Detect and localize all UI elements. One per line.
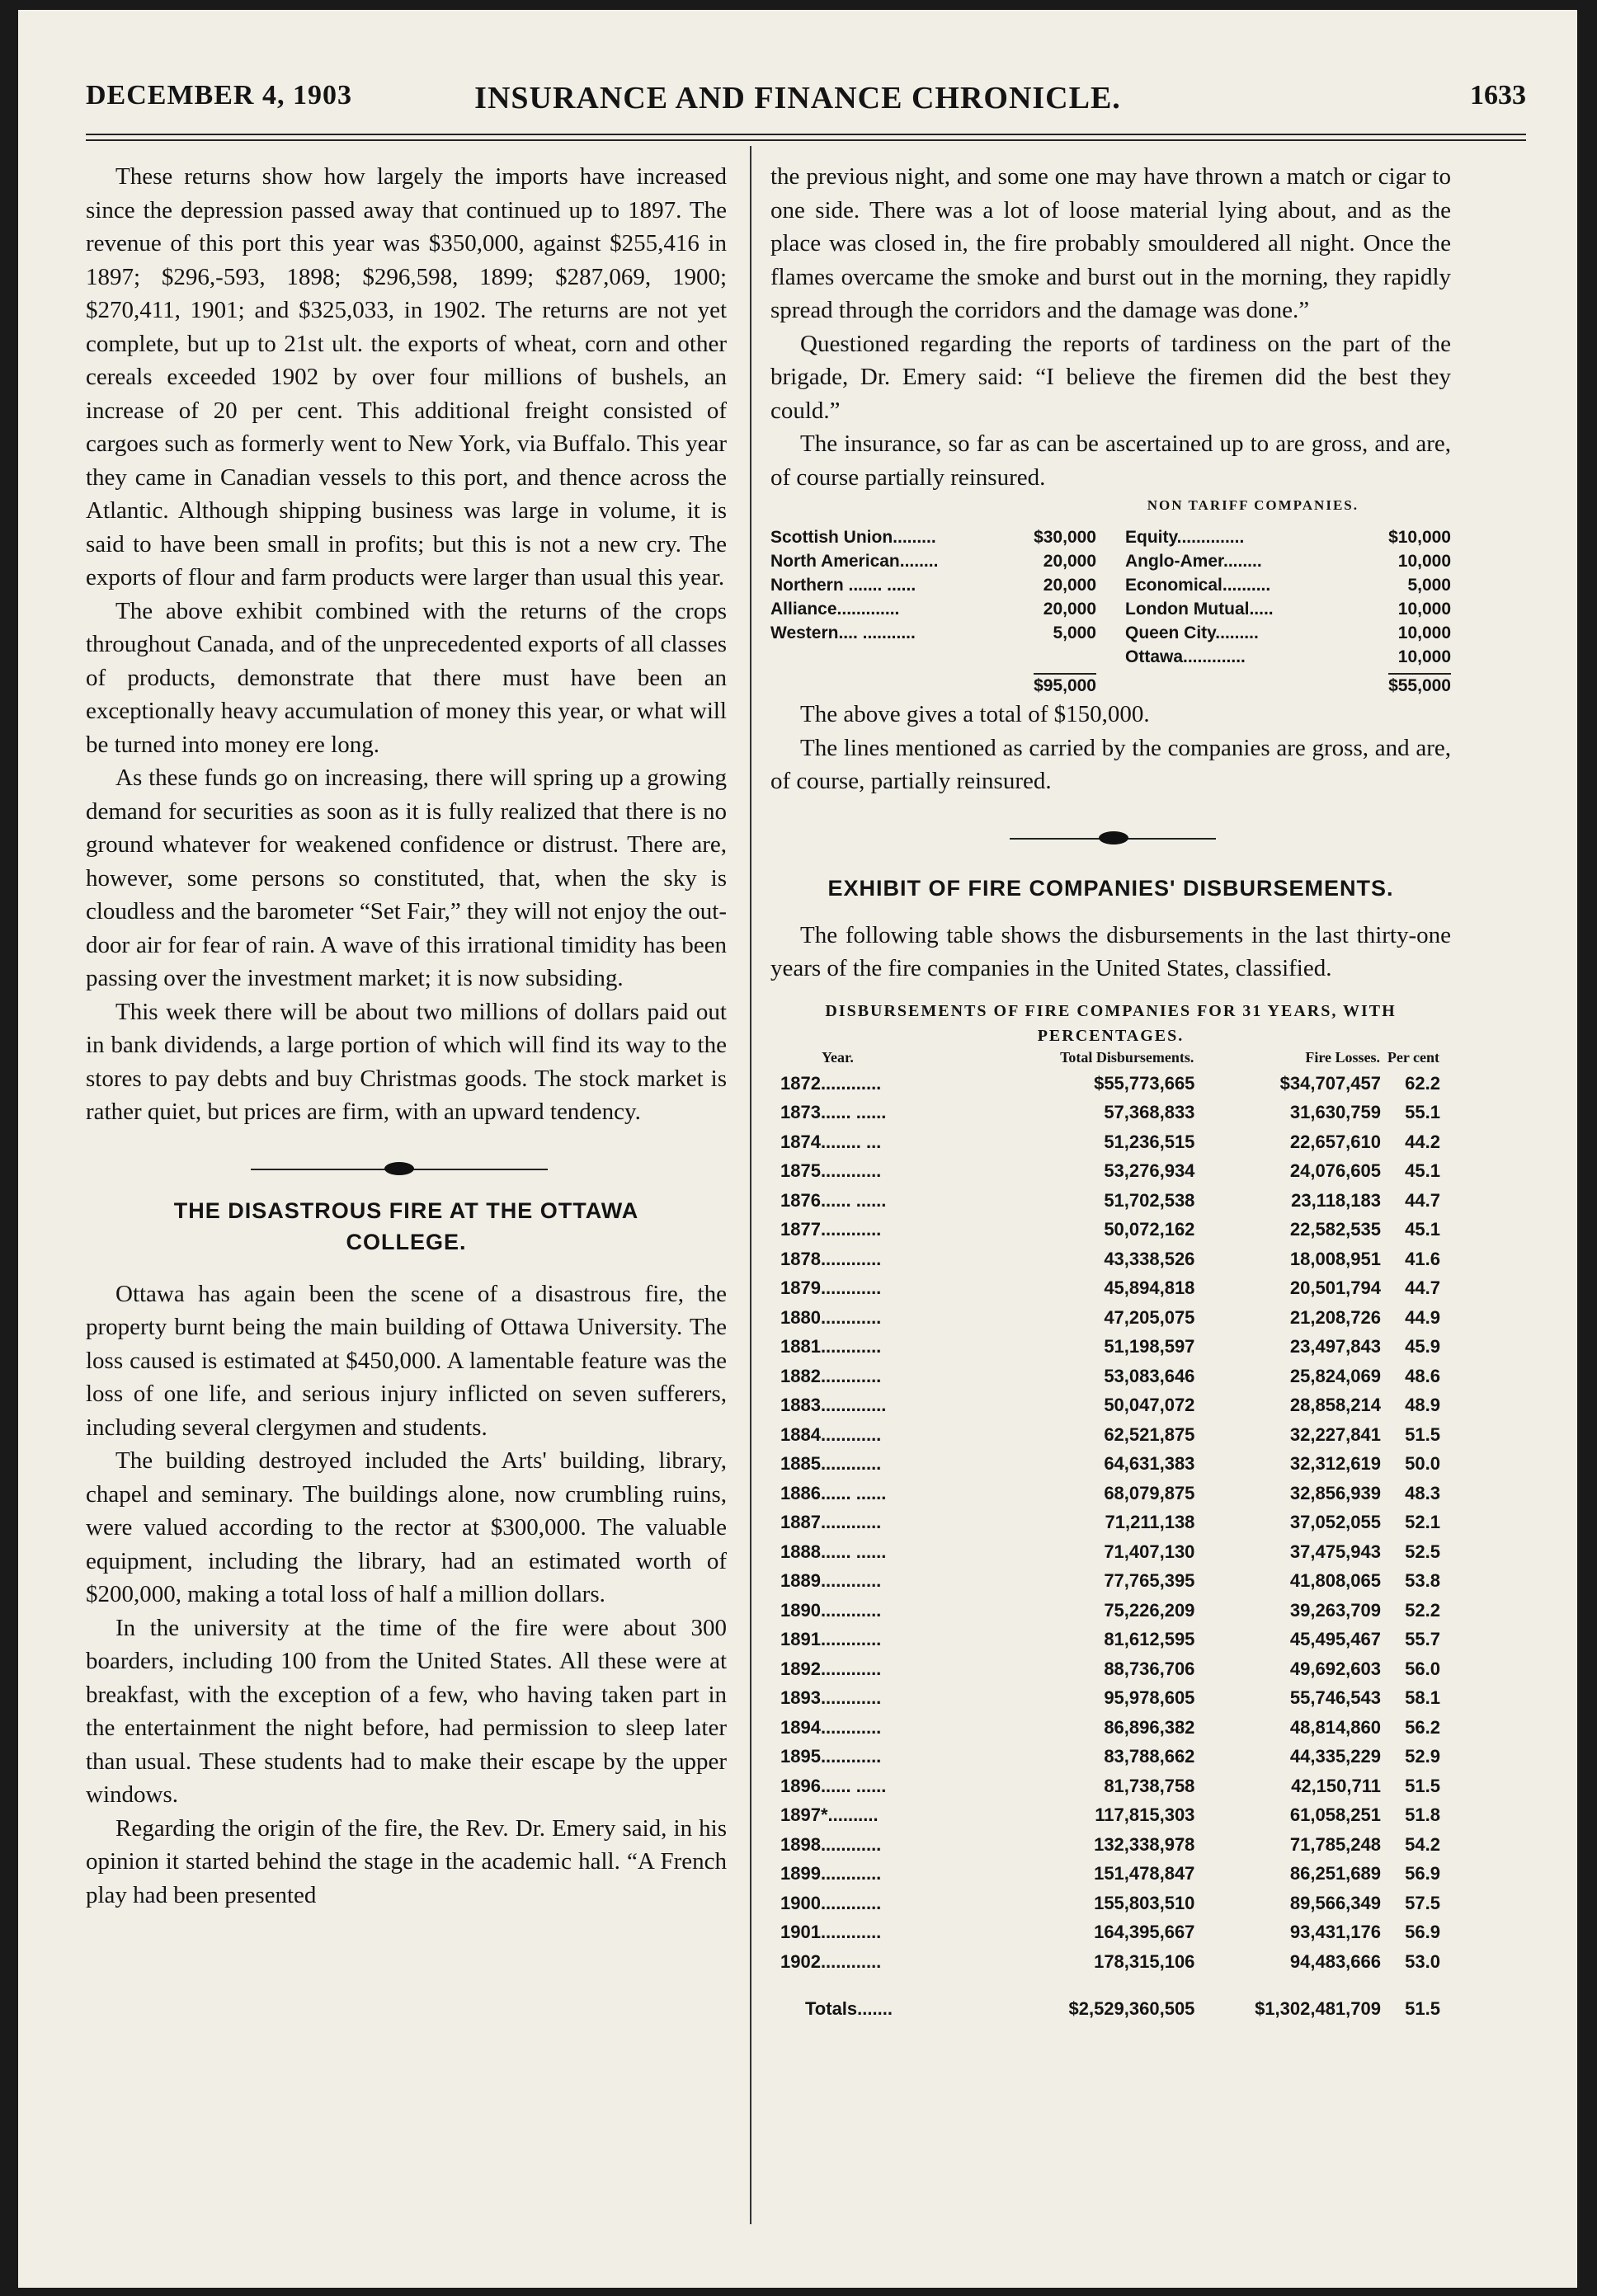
company-amount: $30,000 [1034, 528, 1096, 547]
table-cell-percent: 56.0 [1405, 1658, 1440, 1679]
table-cell-losses: 20,501,794 [1289, 1277, 1381, 1298]
table-row [780, 1537, 1440, 1567]
table-cell-percent: 52.5 [1405, 1541, 1440, 1562]
table-cell-losses: 18,008,951 [1289, 1248, 1381, 1269]
table-cell-losses: 39,263,709 [1289, 1599, 1381, 1621]
company-name: London Mutual..... [1125, 600, 1274, 619]
table-cell-year: 1900............ [780, 1892, 882, 1913]
section-ornament [86, 1150, 727, 1190]
totals-percent: 51.5 [1405, 1998, 1440, 2019]
table-cell-total: 75,226,209 [1104, 1599, 1195, 1621]
header-rule [86, 139, 1526, 141]
table-cell-percent: 57.5 [1405, 1892, 1440, 1913]
paragraph: The building destroyed included the Arts' building, library, chapel and seminary. The buildings alone, now crumbling ruins, were valued according to the rector at $300,000. The valuable equipment, including the library, had an estimated worth of $200,000, making a total loss of half a million dollars. [86, 1447, 727, 1607]
table-cell-percent: 51.5 [1405, 1775, 1440, 1796]
table-cell-total: 95,978,605 [1104, 1687, 1195, 1708]
table-row [780, 1889, 1440, 1918]
table-cell-year: 1896...... ...... [780, 1775, 887, 1796]
table-cell-year: 1902............ [780, 1950, 882, 1972]
table-cell-percent: 45.1 [1405, 1219, 1440, 1240]
table-cell-total: 81,738,758 [1104, 1775, 1195, 1796]
table-cell-total: 50,072,162 [1104, 1219, 1195, 1240]
paragraph: In the university at the time of the fire were about 300 boarders, including 100 from the United States. All these were at breakfast, with the exception of a few, who having taken part in the entertainment the night before, had permission to sleep later than usual. These students had to make their escape by the upper windows. [86, 1614, 727, 1808]
table-cell-year: 1882............ [780, 1365, 882, 1386]
article-heading: EXHIBIT OF FIRE COMPANIES' DISBURSEMENTS. [827, 875, 1394, 901]
table-cell-percent: 45.1 [1405, 1160, 1440, 1181]
table-cell-year: 1897*.......... [780, 1804, 879, 1825]
header-date: DECEMBER 4, 1903 [86, 80, 352, 111]
non-tariff-right-total: $55,000 [1388, 673, 1451, 695]
table-cell-total: 77,765,395 [1104, 1570, 1195, 1591]
table-cell-total: 83,788,662 [1104, 1746, 1195, 1767]
table-cell-year: 1879............ [780, 1277, 882, 1298]
table-cell-percent: 55.1 [1405, 1102, 1440, 1122]
table-cell-percent: 50.0 [1405, 1453, 1440, 1474]
table-cell-year: 1884............ [780, 1423, 882, 1445]
table-cell-total: 71,407,130 [1104, 1541, 1195, 1562]
table-cell-year: 1872............ [780, 1072, 882, 1094]
table-cell-losses: 22,657,610 [1289, 1131, 1381, 1152]
page-number: 1633 [1470, 80, 1526, 111]
table-cell-percent: 55.7 [1405, 1629, 1440, 1649]
table-row [780, 1390, 1440, 1420]
totals-total: $2,529,360,505 [1068, 1998, 1195, 2019]
table-row [780, 1244, 1440, 1274]
table-cell-total: 62,521,875 [1104, 1423, 1195, 1445]
paragraph: The above exhibit combined with the returns of the crops throughout Canada, and of the unprecedented exports of all classes of products, demonstrate that there must have been an exceptionally heavy accumulation of money this year, or what will be turned into money ere long. [86, 597, 727, 758]
table-cell-losses: 37,052,055 [1289, 1512, 1381, 1532]
table-cell-year: 1874........ ... [780, 1131, 882, 1152]
company-name: Northern ....... ...... [770, 576, 916, 595]
table-cell-percent: 44.7 [1405, 1189, 1440, 1211]
company-name: Scottish Union......... [770, 528, 936, 547]
table-row [780, 1449, 1440, 1479]
table-title: PERCENTAGES. [1037, 1026, 1185, 1045]
column-header-losses: Fire Losses. [1305, 1048, 1380, 1066]
article-heading: THE DISASTROUS FIRE AT THE OTTAWA COLLEGE. [173, 1197, 639, 1254]
table-row [780, 1830, 1440, 1860]
non-tariff-right [1125, 525, 1451, 669]
table-cell-total: 53,276,934 [1104, 1160, 1195, 1181]
table-cell-percent: 53.8 [1405, 1570, 1440, 1591]
page-header [18, 80, 1577, 129]
table-cell-year: 1887............ [780, 1512, 882, 1532]
table-row [780, 1713, 1440, 1743]
paragraph: The above gives a total of $150,000. [800, 701, 1150, 727]
table-cell-year: 1895............ [780, 1746, 882, 1767]
table-cell-total: 57,368,833 [1104, 1102, 1195, 1122]
table-row [780, 1771, 1440, 1801]
paragraph: This week there will be about two millions of dollars paid out in bank dividends, a large portion of which will find its way to the stores to pay debts and buy Christmas goods. The stock market is rather quiet, but prices are firm, with an upward tendency. [86, 998, 727, 1125]
table-cell-percent: 52.9 [1405, 1746, 1440, 1767]
table-cell-total: 47,205,075 [1104, 1306, 1195, 1328]
table-cell-total: 51,702,538 [1104, 1189, 1195, 1211]
table-cell-losses: 94,483,666 [1289, 1950, 1381, 1972]
non-tariff-left [770, 525, 1096, 669]
table-row [780, 1742, 1440, 1771]
table-row [780, 1596, 1440, 1626]
table-cell-total: 86,896,382 [1104, 1716, 1195, 1738]
paragraph: The lines mentioned as carried by the companies are gross, and are, of course, partially reinsured. [770, 734, 1451, 794]
company-amount: 10,000 [1397, 623, 1451, 642]
header-rule [86, 134, 1526, 135]
table-cell-losses: 93,431,176 [1289, 1922, 1381, 1942]
table-row [780, 1859, 1440, 1889]
table-cell-year: 1893............ [780, 1687, 882, 1708]
table-cell-percent: 48.3 [1405, 1482, 1440, 1503]
company-amount: 10,000 [1397, 600, 1451, 619]
column-header-year: Year. [822, 1048, 854, 1066]
table-cell-percent: 58.1 [1405, 1687, 1440, 1708]
table-cell-total: 81,612,595 [1104, 1629, 1195, 1649]
table-body [780, 1069, 1440, 1977]
table-row [780, 1069, 1440, 1099]
company-name: Economical.......... [1125, 576, 1271, 595]
table-cell-percent: 51.8 [1405, 1804, 1440, 1825]
table-cell-losses: 37,475,943 [1289, 1541, 1381, 1562]
table-cell-total: 155,803,510 [1094, 1892, 1195, 1913]
non-tariff-row [1125, 525, 1451, 549]
table-cell-percent: 48.6 [1405, 1365, 1440, 1386]
table-cell-total: 88,736,706 [1104, 1658, 1195, 1679]
company-amount: 5,000 [1407, 576, 1451, 595]
table-row [780, 1127, 1440, 1157]
table-cell-year: 1899............ [780, 1863, 882, 1884]
table-cell-losses: 24,076,605 [1289, 1160, 1381, 1181]
table-row [780, 1566, 1440, 1596]
paragraph: These returns show how largely the imports have increased since the depression passed away that continued up to 1897. The revenue of this port this year was $350,000, against $255,416 in 1897; $296,-593, 1898; $296,598, 1899; $287,069, 1900; $270,411, 1901; and $325,033, in 1902. The returns are not yet complete, but up to 21st ult. the exports of wheat, corn and other cereals exceeded 1902 by over four millions of bushels, an increase of 20 per cent. This additional freight consisted of cargoes such as formerly went to New York, via Buffalo. This year they came in Canadian vessels to this port, and thence across the Atlantic. Although shipping business was large in volume, it is said to have been small in profits; but this is not a new cry. The exports of flour and farm products were larger than usual this year. [86, 163, 727, 590]
paragraph: Regarding the origin of the fire, the Rev. Dr. Emery said, in his opinion it started behind the stage in the academic hall. “A French play had been presented [86, 1814, 727, 1908]
table-cell-total: 132,338,978 [1094, 1833, 1195, 1855]
table-cell-losses: 32,227,841 [1289, 1423, 1381, 1445]
column-header-percent: Per cent [1387, 1048, 1439, 1066]
section-ornament [770, 820, 1451, 859]
table-row [780, 1947, 1440, 1977]
table-row [780, 1479, 1440, 1508]
company-amount: 20,000 [1043, 576, 1096, 595]
table-row [780, 1800, 1440, 1830]
table-cell-percent: 53.0 [1405, 1950, 1440, 1972]
table-cell-losses: 31,630,759 [1289, 1102, 1381, 1122]
company-name: Equity.............. [1125, 528, 1245, 547]
table-cell-percent: 56.2 [1405, 1716, 1440, 1738]
table-row [780, 1215, 1440, 1244]
table-cell-total: 117,815,303 [1095, 1804, 1195, 1825]
table-cell-losses: 61,058,251 [1289, 1804, 1381, 1825]
table-cell-total: 53,083,646 [1104, 1365, 1195, 1386]
non-tariff-table [770, 525, 1451, 698]
company-name: Ottawa............. [1125, 647, 1246, 666]
table-cell-year: 1885............ [780, 1453, 882, 1474]
table-cell-year: 1892............ [780, 1658, 882, 1679]
table-cell-total: 64,631,383 [1104, 1453, 1195, 1474]
table-cell-total: 43,338,526 [1104, 1248, 1195, 1269]
non-tariff-row [1125, 549, 1451, 573]
table-cell-percent: 52.2 [1405, 1599, 1440, 1621]
non-tariff-row [770, 597, 1096, 621]
table-row [780, 1362, 1440, 1391]
table-cell-total: 45,894,818 [1104, 1277, 1195, 1298]
table-cell-total: 164,395,667 [1094, 1922, 1195, 1942]
company-amount: 10,000 [1397, 647, 1451, 666]
table-cell-total: 178,315,106 [1094, 1950, 1195, 1972]
table-row [780, 1508, 1440, 1537]
table-cell-losses: 45,495,467 [1289, 1629, 1381, 1649]
table-cell-losses: 48,814,860 [1289, 1716, 1381, 1738]
disbursements-table [780, 1048, 1440, 2024]
table-cell-year: 1876...... ...... [780, 1189, 887, 1211]
non-tariff-row [1125, 645, 1451, 669]
table-cell-year: 1890............ [780, 1599, 882, 1621]
paragraph: Questioned regarding the reports of tardiness on the part of the brigade, Dr. Emery said: “I believe the firemen did the best they could.” [770, 330, 1451, 424]
table-row [780, 1186, 1440, 1216]
company-amount: 5,000 [1053, 623, 1096, 642]
table-cell-year: 1883............. [780, 1395, 887, 1415]
column-divider [750, 146, 751, 2224]
company-amount: 10,000 [1397, 552, 1451, 571]
table-row [780, 1098, 1440, 1127]
paragraph: the previous night, and some one may have thrown a match or cigar to one side. There was a lot of loose material lying about, and as the place was closed in, the fire probably smouldered all night. Once the flames overcame the smoke and burst out in the morning, they rapidly spread through the corridors and the damage was done.” [770, 163, 1451, 323]
table-cell-losses: 89,566,349 [1289, 1892, 1381, 1913]
table-cell-losses: 41,808,065 [1289, 1570, 1381, 1591]
table-cell-total: 51,198,597 [1104, 1336, 1195, 1357]
paragraph: Ottawa has again been the scene of a disastrous fire, the property burnt being the main building of Ottawa University. The loss caused is estimated at $450,000. A lamentable feature was the loss of one life, and serious injury inflicted on seven sufferers, including several clergymen and students. [86, 1280, 727, 1441]
non-tariff-row [1125, 573, 1451, 597]
company-amount: 20,000 [1043, 552, 1096, 571]
non-tariff-row [770, 621, 1096, 645]
table-cell-total: 71,211,138 [1105, 1512, 1195, 1532]
table-cell-year: 1881............ [780, 1336, 882, 1357]
table-cell-year: 1875............ [780, 1160, 882, 1181]
table-cell-year: 1901............ [780, 1922, 882, 1942]
table-cell-losses: 71,785,248 [1289, 1833, 1381, 1855]
company-name: Western.... ........... [770, 623, 916, 642]
paragraph: As these funds go on increasing, there will spring up a growing demand for securities as soon as it is fully realized that there is no ground whatever for weakened confidence or distrust. There are, however, some persons so constituted, that, when the sky is cloudless and the barometer “Set Fair,” they will not enjoy the out-door air for fear of rain. A wave of this irrational timidity has been passing over the investment market; it is now subsiding. [86, 765, 727, 991]
table-row [780, 1683, 1440, 1713]
table-cell-losses: 21,208,726 [1289, 1306, 1381, 1328]
table-cell-losses: 28,858,214 [1289, 1395, 1381, 1415]
non-tariff-row [770, 549, 1096, 573]
table-cell-losses: 42,150,711 [1291, 1775, 1381, 1796]
table-cell-percent: 56.9 [1405, 1922, 1440, 1942]
table-row [780, 1420, 1440, 1450]
table-cell-year: 1898............ [780, 1833, 882, 1855]
table-cell-percent: 44.2 [1405, 1131, 1440, 1152]
table-cell-total: 50,047,072 [1104, 1395, 1195, 1415]
right-column [770, 160, 1451, 2024]
company-name: Anglo-Amer........ [1125, 552, 1262, 571]
table-cell-year: 1888...... ...... [780, 1541, 887, 1562]
table-cell-losses: 23,118,183 [1291, 1189, 1381, 1211]
table-cell-total: 68,079,875 [1104, 1482, 1195, 1503]
paragraph: The following table shows the disbursements in the last thirty-one years of the fire companies in the United States, classified. [770, 921, 1451, 981]
non-tariff-left-total: $95,000 [1034, 673, 1096, 695]
totals-row [780, 1976, 1440, 2024]
non-tariff-row [1125, 597, 1451, 621]
table-cell-losses: 23,497,843 [1289, 1336, 1381, 1357]
table-cell-total: 151,478,847 [1094, 1863, 1195, 1884]
company-amount: $10,000 [1388, 528, 1451, 547]
table-cell-losses: 44,335,229 [1289, 1746, 1381, 1767]
non-tariff-title: NON TARIFF COMPANIES. [1147, 497, 1359, 513]
totals-losses: $1,302,481,709 [1255, 1998, 1381, 2019]
non-tariff-row [1125, 621, 1451, 645]
left-column [86, 160, 727, 1912]
table-cell-year: 1877............ [780, 1219, 882, 1240]
table-cell-percent: 45.9 [1405, 1336, 1440, 1357]
table-cell-percent: 51.5 [1405, 1423, 1440, 1445]
table-row [780, 1332, 1440, 1362]
header-title: INSURANCE AND FINANCE CHRONICLE. [474, 81, 1121, 115]
table-cell-losses: 25,824,069 [1289, 1365, 1381, 1386]
table-row [780, 1625, 1440, 1654]
table-cell-percent: 41.6 [1405, 1248, 1440, 1269]
table-row [780, 1273, 1440, 1303]
table-cell-losses: 55,746,543 [1289, 1687, 1381, 1708]
table-row [780, 1303, 1440, 1333]
table-cell-year: 1880............ [780, 1306, 882, 1328]
table-title: DISBURSEMENTS OF FIRE COMPANIES FOR 31 YEARS, WITH [825, 1001, 1397, 1020]
table-cell-losses: 22,582,535 [1289, 1219, 1381, 1240]
table-row [780, 1156, 1440, 1186]
table-cell-year: 1886...... ...... [780, 1482, 887, 1503]
table-cell-percent: 56.9 [1405, 1863, 1440, 1884]
column-header-total: Total Disbursements. [1060, 1048, 1194, 1066]
totals-label: Totals....... [805, 1998, 893, 2019]
table-cell-losses: 32,856,939 [1289, 1482, 1381, 1503]
non-tariff-row [770, 573, 1096, 597]
table-cell-percent: 48.9 [1405, 1395, 1440, 1415]
company-name: North American........ [770, 552, 939, 571]
table-cell-percent: 62.2 [1405, 1072, 1440, 1094]
table-cell-losses: 49,692,603 [1289, 1658, 1381, 1679]
newspaper-page [18, 10, 1577, 2288]
table-row [780, 1917, 1440, 1947]
table-cell-percent: 44.9 [1405, 1306, 1440, 1328]
table-cell-percent: 54.2 [1405, 1833, 1440, 1855]
paragraph: The insurance, so far as can be ascertained up to are gross, and are, of course partially reinsured. [770, 430, 1451, 491]
table-cell-total: $55,773,665 [1094, 1072, 1195, 1094]
table-cell-losses: $34,707,457 [1279, 1072, 1381, 1094]
table-row [780, 1654, 1440, 1684]
company-name: Queen City......... [1125, 623, 1259, 642]
table-cell-year: 1891............ [780, 1629, 882, 1649]
table-cell-total: 51,236,515 [1104, 1131, 1195, 1152]
company-name: Alliance............. [770, 600, 900, 619]
table-cell-percent: 52.1 [1405, 1512, 1440, 1532]
table-cell-year: 1878............ [780, 1248, 882, 1269]
non-tariff-row [770, 525, 1096, 549]
table-cell-year: 1889............ [780, 1570, 882, 1591]
table-cell-losses: 32,312,619 [1289, 1453, 1381, 1474]
table-cell-year: 1894............ [780, 1716, 882, 1738]
table-cell-year: 1873...... ...... [780, 1102, 887, 1122]
table-cell-percent: 44.7 [1405, 1277, 1440, 1298]
company-amount: 20,000 [1043, 600, 1096, 619]
table-cell-losses: 86,251,689 [1289, 1863, 1381, 1884]
